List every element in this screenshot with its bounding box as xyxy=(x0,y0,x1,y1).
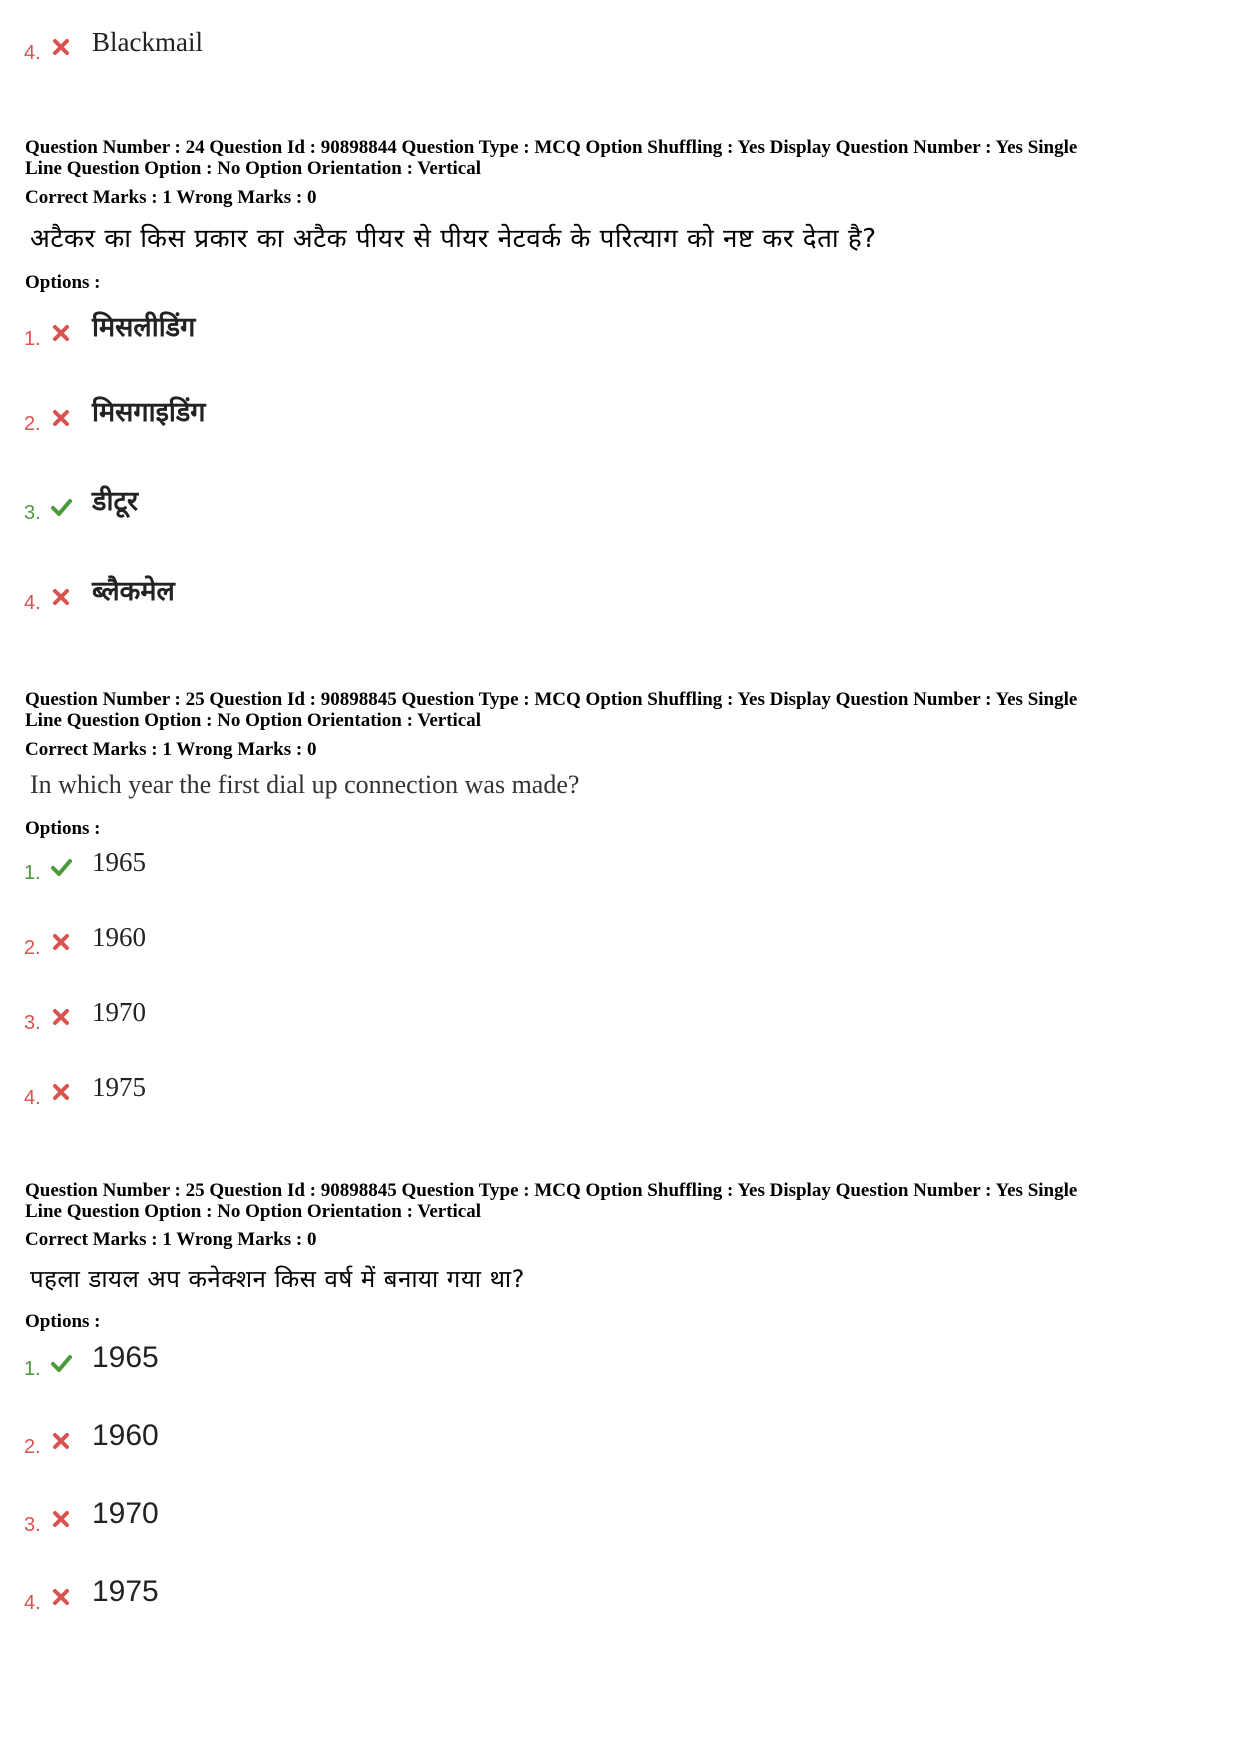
check-icon xyxy=(50,496,72,518)
option-number: 2. xyxy=(24,413,41,435)
cross-icon xyxy=(50,1430,72,1452)
option-text: 1970 xyxy=(92,997,146,1027)
question-meta-line-2: Line Question Option : No Option Orientation : Vertical xyxy=(25,1201,482,1222)
cross-icon xyxy=(50,931,72,953)
option-number: 4. xyxy=(24,42,41,64)
option-text: ब्लैकमेल xyxy=(92,576,175,607)
question-meta xyxy=(25,689,1220,731)
question-meta-line-2: Line Question Option : No Option Orientation : Vertical xyxy=(25,710,482,731)
option-text: 1965 xyxy=(92,1341,159,1374)
options-label: Options : xyxy=(25,818,101,839)
option-number: 3. xyxy=(24,1514,41,1536)
option-number: 4. xyxy=(24,1087,41,1109)
option-number: 2. xyxy=(24,1436,41,1458)
question-marks: Correct Marks : 1 Wrong Marks : 0 xyxy=(25,187,317,208)
option-text: मिसलीडिंग xyxy=(92,312,196,343)
question-meta-line-1: Question Number : 24 Question Id : 90898844 Question Type : MCQ Option Shuffling : Yes Display Question Number : Yes Single xyxy=(25,137,1078,158)
option-text: 1970 xyxy=(92,1497,159,1530)
option-text: 1975 xyxy=(92,1072,146,1102)
cross-icon xyxy=(50,1508,72,1530)
question-marks: Correct Marks : 1 Wrong Marks : 0 xyxy=(25,1229,317,1250)
option-number: 2. xyxy=(24,937,41,959)
option-number: 1. xyxy=(24,862,41,884)
cross-icon xyxy=(50,1586,72,1608)
question-meta-line-1: Question Number : 25 Question Id : 90898845 Question Type : MCQ Option Shuffling : Yes Display Question Number : Yes Single xyxy=(25,689,1078,710)
option-number: 3. xyxy=(24,502,41,524)
cross-icon xyxy=(50,586,72,608)
option-text: 1975 xyxy=(92,1575,159,1608)
options-label: Options : xyxy=(25,272,101,293)
cross-icon xyxy=(50,1006,72,1028)
option-number: 4. xyxy=(24,1592,41,1614)
option-number: 1. xyxy=(24,1358,41,1380)
question-text: In which year the first dial up connection was made? xyxy=(30,770,580,799)
option-number: 1. xyxy=(24,328,41,350)
cross-icon xyxy=(50,36,72,58)
option-text: Blackmail xyxy=(92,27,203,57)
check-icon xyxy=(50,1352,72,1374)
cross-icon xyxy=(50,407,72,429)
option-text: मिसगाइडिंग xyxy=(92,397,206,428)
question-meta xyxy=(25,1180,1220,1222)
option-number: 3. xyxy=(24,1012,41,1034)
question-marks: Correct Marks : 1 Wrong Marks : 0 xyxy=(25,739,317,760)
question-text: पहला डायल अप कनेक्शन किस वर्ष में बनाया गया था? xyxy=(30,1265,525,1293)
options-label: Options : xyxy=(25,1311,101,1332)
question-meta-line-1: Question Number : 25 Question Id : 90898845 Question Type : MCQ Option Shuffling : Yes Display Question Number : Yes Single xyxy=(25,1180,1078,1201)
option-number: 4. xyxy=(24,592,41,614)
question-text: अटैकर का किस प्रकार का अटैक पीयर से पीयर नेटवर्क के परित्याग को नष्ट कर देता है? xyxy=(30,224,877,254)
option-text: डीटूर xyxy=(92,486,139,517)
check-icon xyxy=(50,856,72,878)
option-text: 1960 xyxy=(92,922,146,952)
question-meta xyxy=(25,137,1220,179)
question-meta-line-2: Line Question Option : No Option Orientation : Vertical xyxy=(25,158,482,179)
cross-icon xyxy=(50,1081,72,1103)
option-text: 1960 xyxy=(92,1419,159,1452)
cross-icon xyxy=(50,322,72,344)
option-text: 1965 xyxy=(92,847,146,877)
